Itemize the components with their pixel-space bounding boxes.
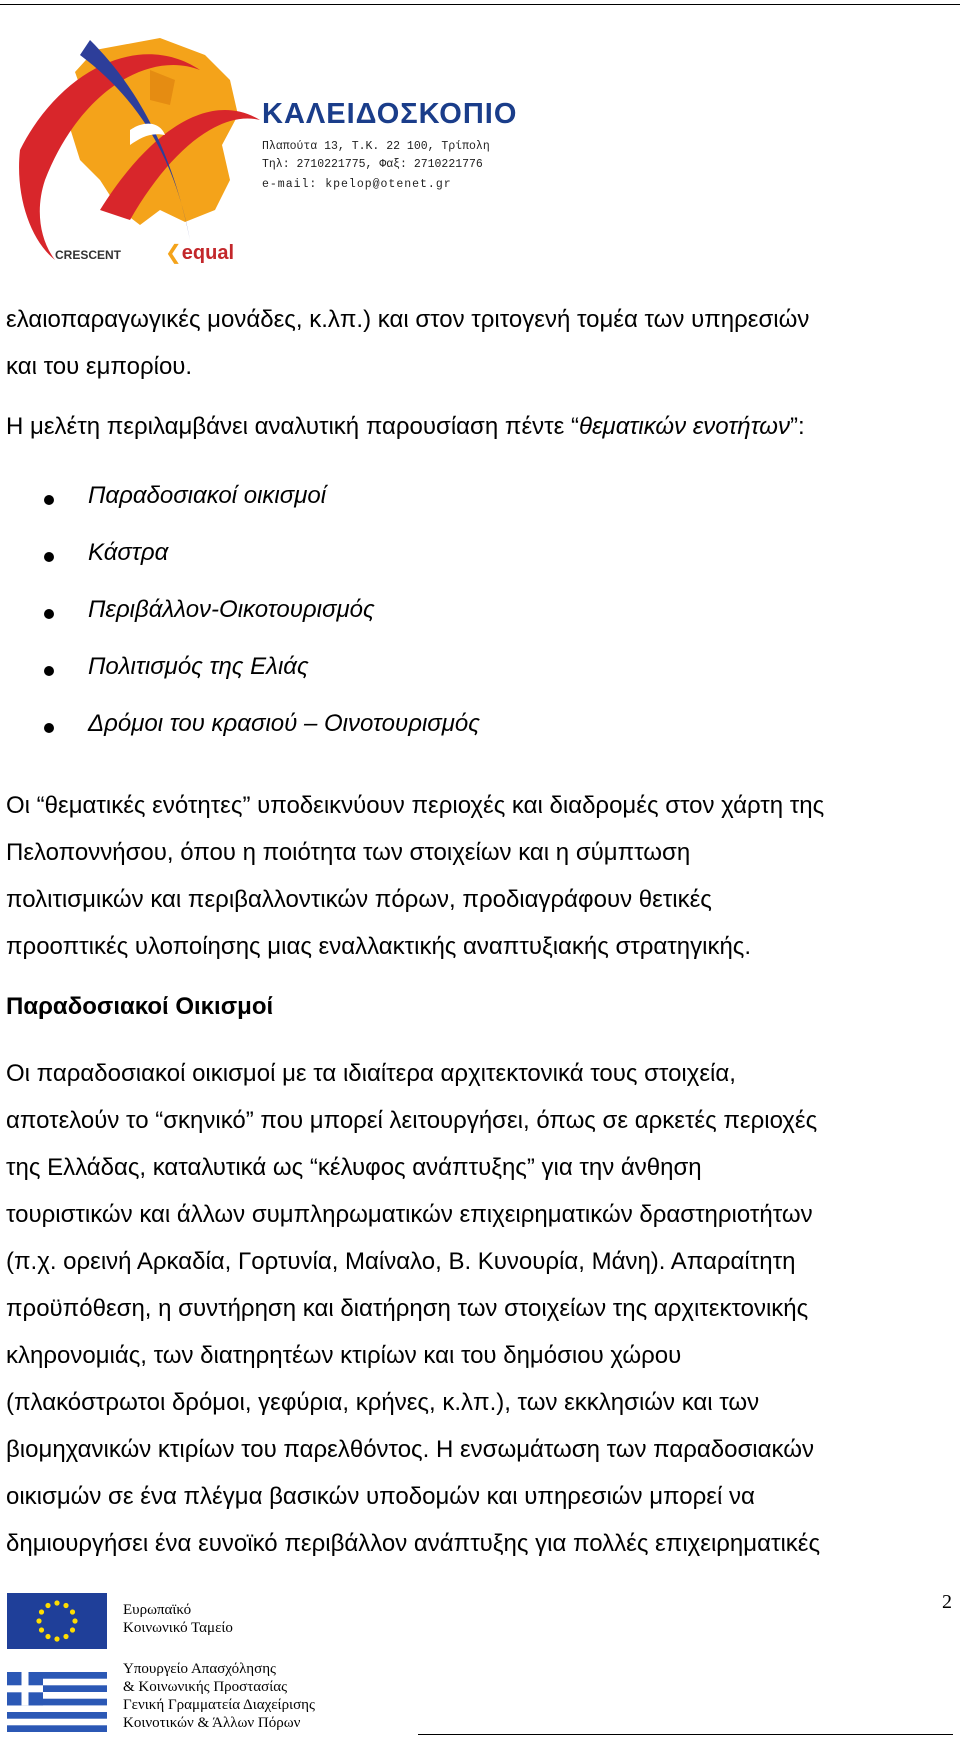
text-line: Κοινωνικό Ταμείο <box>123 1620 233 1636</box>
text-line: (π.χ. ορεινή Αρκαδία, Γορτυνία, Μαίναλο, Β. Κυνουρία, Μάνη). Απαραίτητη <box>6 1248 796 1275</box>
list-item-label: Περιβάλλον-Οικοτουρισμός <box>88 596 375 623</box>
text-line: πολιτισμικών και περιβαλλοντικών πόρων, προδιαγράφουν θετικές <box>6 886 712 913</box>
text-line: Οι “θεματικές ενότητες” υποδεικνύουν περιοχές και διαδρομές στον χάρτη της <box>6 792 825 819</box>
bullet-icon <box>44 609 54 619</box>
list-item-label: Δρόμοι του κρασιού – Οινοτουρισμός <box>88 710 480 737</box>
bullet-icon <box>44 495 54 505</box>
list-item <box>0 653 600 693</box>
text-line: & Κοινωνικής Προστασίας <box>123 1679 288 1695</box>
text-line: οικισμών σε ένα πλέγμα βασικών υποδομών και υπηρεσιών μπορεί να <box>6 1483 755 1510</box>
text-line: Οι παραδοσιακοί οικισμοί με τα ιδιαίτερα αρχιτεκτονικά τους στοιχεία, <box>6 1060 736 1087</box>
text-line: Γενική Γραμματεία Διαχείρισης <box>123 1697 315 1713</box>
text-line: Κοινοτικών & Άλλων Πόρων <box>123 1715 301 1731</box>
paragraph-1 <box>6 296 956 390</box>
text-line: δημιουργήσει ένα ευνοϊκό περιβάλλον ανάπτυξης για πολλές επιχειρηματικές <box>6 1530 821 1557</box>
page-number: 2 <box>942 1591 952 1613</box>
logo-email: e-mail: kpelop@otenet.gr <box>262 178 452 191</box>
list-item <box>0 596 600 636</box>
paragraph-2 <box>6 403 956 450</box>
logo-name: ΚΑΛΕΙΔΟΣΚΟΠΙΟ <box>262 98 518 130</box>
list-item <box>0 482 600 522</box>
equal-label: equal <box>181 242 235 264</box>
text-line: αποτελούν το “σκηνικό” που μπορεί λειτουργήσει, όπως σε αρκετές περιοχές <box>6 1107 818 1134</box>
bullet-icon <box>44 723 54 733</box>
text-line <box>6 403 956 450</box>
kaleidoskopio-logo <box>0 10 535 300</box>
text-line: κληρονομιάς, των διατηρητέων κτιρίων και του δημόσιου χώρου <box>6 1342 682 1369</box>
logo-address: Πλαπούτα 13, Τ.Κ. 22 100, Τρίπολη <box>262 140 490 153</box>
text-line: ελαιοπαραγωγικές μονάδες, κ.λπ.) και στον τριτογενή τομέα των υπηρεσιών <box>6 306 810 333</box>
text-line: προϋπόθεση, η συντήρηση και διατήρηση των στοιχείων της αρχιτεκτονικής <box>6 1295 809 1322</box>
equal-logo <box>165 240 234 265</box>
text-line: Πελοποννήσου, όπου η ποιότητα των στοιχείων και η σύμπτωση <box>6 839 691 866</box>
top-rule <box>0 4 960 5</box>
text-line: βιομηχανικών κτιρίων του παρελθόντος. Η ενσωμάτωση των παραδοσιακών <box>6 1436 814 1463</box>
text-line: Ευρωπαϊκό <box>123 1602 192 1618</box>
bullet-icon <box>44 666 54 676</box>
text-span: Η μελέτη περιλαμβάνει αναλυτική παρουσίαση πέντε “ <box>6 413 579 440</box>
logo-phone: Τηλ: 2710221775, Φαξ: 2710221776 <box>262 158 483 171</box>
list-item <box>0 539 600 579</box>
text-line: προοπτικές υλοποίησης μιας εναλλακτικής αναπτυξιακής στρατηγικής. <box>6 933 752 960</box>
emphasis-text: θεματικών ενοτήτων <box>578 413 790 440</box>
section-heading: Παραδοσιακοί Οικισμοί <box>6 993 274 1020</box>
equal-chevron-icon: ❮ <box>165 242 182 264</box>
text-line: τουριστικών και άλλων συμπληρωματικών επιχειρηματικών δραστηριοτήτων <box>6 1201 813 1228</box>
bullet-icon <box>44 552 54 562</box>
paragraph-4 <box>6 1050 956 1567</box>
ministry-label <box>123 1660 315 1732</box>
paragraph-3 <box>6 782 956 970</box>
text-line: και του εμπορίου. <box>6 353 193 380</box>
list-item <box>0 710 600 750</box>
text-line: της Ελλάδας, καταλυτικά ως “κέλυφος ανάπτυξης” για την άνθηση <box>6 1154 702 1181</box>
bottom-rule <box>418 1734 953 1735</box>
crescent-label: CRESCENT <box>55 248 122 262</box>
list-item-label: Πολιτισμός της Ελιάς <box>88 653 309 680</box>
list-item-label: Κάστρα <box>88 539 169 566</box>
greek-flag-icon <box>7 1672 107 1732</box>
text-line: (πλακόστρωτοι δρόμοι, γεφύρια, κρήνες, κ.λπ.), των εκκλησιών και των <box>6 1389 760 1416</box>
list-item-label: Παραδοσιακοί οικισμοί <box>88 482 327 509</box>
text-line: Υπουργείο Απασχόλησης <box>123 1661 276 1677</box>
eu-flag-icon <box>7 1593 107 1649</box>
esf-label <box>123 1601 233 1637</box>
text-span: ”: <box>789 413 805 440</box>
